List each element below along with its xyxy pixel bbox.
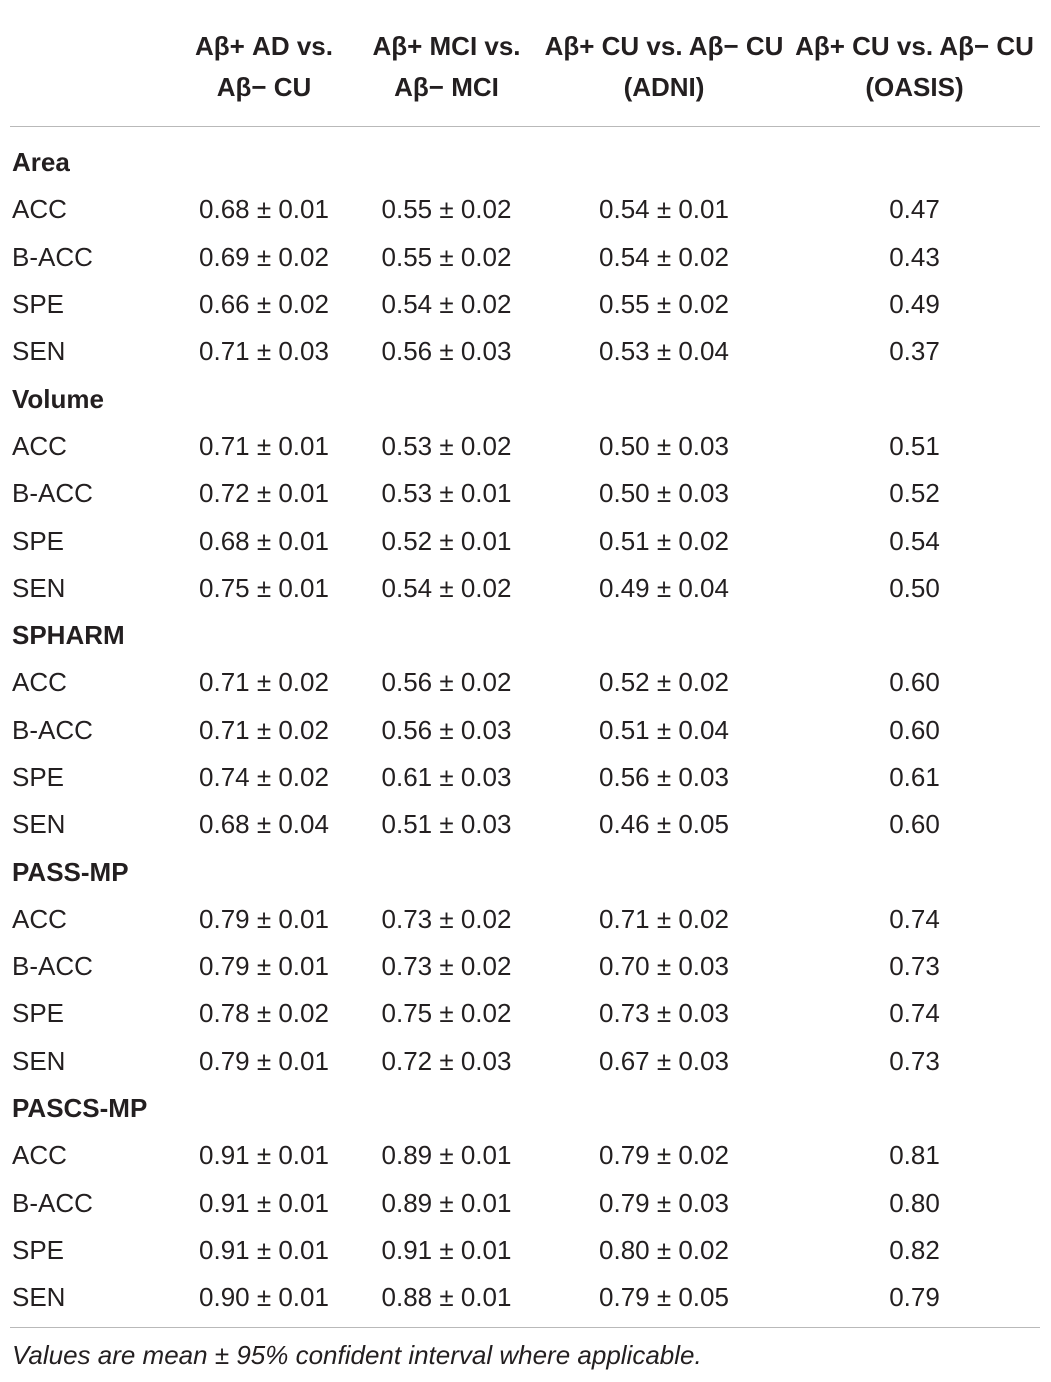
value-cell: 0.52 ± 0.02 (599, 667, 729, 698)
table-row (10, 470, 1040, 517)
value-cell: 0.51 ± 0.04 (599, 714, 729, 745)
metric-label: B-ACC (12, 951, 93, 982)
table-row (10, 517, 1040, 564)
header-cell-mci-vs-mci: Aβ+ MCI vs. Aβ− MCI (354, 0, 539, 127)
group-label: Area (12, 147, 70, 178)
table-row (10, 281, 1040, 328)
value-cell: 0.60 (889, 667, 940, 698)
group-row (10, 612, 1040, 659)
metric-label: B-ACC (12, 241, 93, 272)
table-row (10, 234, 1040, 281)
metric-label: SEN (12, 572, 66, 603)
value-cell: 0.53 ± 0.04 (599, 336, 729, 367)
table-row (10, 943, 1040, 990)
group-label: PASS-MP (12, 856, 129, 887)
value-cell: 0.54 ± 0.01 (599, 194, 729, 225)
value-cell: 0.91 ± 0.01 (199, 1187, 329, 1218)
metric-label: SPE (12, 762, 65, 792)
value-cell: 0.89 ± 0.01 (381, 1187, 512, 1218)
table-body (10, 127, 1040, 1322)
group-label: SPHARM (12, 620, 125, 651)
value-cell: 0.79 ± 0.05 (599, 1282, 729, 1313)
metric-label: B-ACC (12, 714, 93, 745)
header-cell-ad-vs-cu: Aβ+ AD vs. Aβ− CU (174, 0, 354, 127)
group-label: Volume (12, 383, 104, 414)
value-cell: 0.71 ± 0.02 (199, 714, 329, 745)
value-cell: 0.54 ± 0.02 (381, 289, 512, 320)
value-cell: 0.91 ± 0.01 (199, 1140, 329, 1171)
value-cell: 0.79 ± 0.03 (599, 1187, 729, 1218)
value-cell: 0.37 (889, 336, 940, 367)
value-cell: 0.53 ± 0.01 (381, 478, 512, 509)
table-row (10, 328, 1040, 375)
table-row (10, 707, 1040, 754)
table-row (10, 990, 1040, 1037)
value-cell: 0.56 ± 0.03 (381, 336, 512, 367)
value-cell: 0.82 (889, 1234, 940, 1265)
metric-label: ACC (12, 430, 67, 461)
metric-label: SPE (12, 525, 65, 556)
table-row (10, 565, 1040, 612)
value-cell: 0.49 ± 0.04 (599, 572, 729, 603)
group-row (10, 848, 1040, 895)
metric-label: ACC (12, 194, 67, 225)
table-row (10, 1132, 1040, 1179)
value-cell: 0.60 (889, 714, 940, 745)
value-cell: 0.55 ± 0.02 (599, 289, 729, 320)
value-cell: 0.78 ± 0.02 (199, 998, 329, 1029)
value-cell: 0.56 ± 0.02 (381, 667, 512, 698)
value-cell: 0.91 ± 0.01 (381, 1234, 512, 1265)
metric-label: B-ACC (12, 478, 93, 509)
table-header (10, 0, 1040, 127)
value-cell: 0.66 ± 0.02 (199, 289, 329, 320)
value-cell: 0.54 (889, 525, 940, 556)
value-cell: 0.80 (889, 1187, 940, 1218)
table-row (10, 1274, 1040, 1321)
metric-label: SEN (12, 336, 66, 367)
value-cell: 0.71 ± 0.01 (199, 430, 329, 461)
metric-label: SPE (12, 1234, 65, 1265)
value-cell: 0.73 (889, 1045, 940, 1076)
metric-label: SEN (12, 809, 66, 840)
value-cell: 0.79 ± 0.01 (199, 1045, 329, 1076)
value-cell: 0.50 ± 0.03 (599, 430, 729, 461)
value-cell: 0.79 (889, 1282, 940, 1313)
value-cell: 0.68 ± 0.01 (199, 194, 329, 225)
value-cell: 0.68 ± 0.01 (199, 525, 329, 556)
header-cell-cu-vs-cu-adni: Aβ+ CU vs. Aβ− CU (ADNI) (539, 0, 789, 127)
value-cell: 0.70 ± 0.03 (599, 951, 729, 982)
value-cell: 0.79 ± 0.01 (199, 951, 329, 982)
metric-label: SEN (12, 1045, 66, 1076)
group-label: PASCS-MP (12, 1093, 148, 1124)
value-cell: 0.56 ± 0.03 (599, 762, 729, 792)
value-cell: 0.81 (889, 1140, 940, 1171)
value-cell: 0.74 (889, 998, 940, 1029)
value-cell: 0.53 ± 0.02 (381, 430, 512, 461)
value-cell: 0.55 ± 0.02 (381, 194, 512, 225)
value-cell: 0.71 ± 0.03 (199, 336, 329, 367)
value-cell: 0.72 ± 0.01 (199, 478, 329, 509)
metric-label: SPE (12, 998, 65, 1029)
table-row (10, 896, 1040, 943)
table-row (10, 186, 1040, 233)
value-cell: 0.67 ± 0.03 (599, 1045, 729, 1076)
value-cell: 0.52 (889, 478, 940, 509)
value-cell: 0.71 ± 0.02 (199, 667, 329, 698)
table-footnote: Values are mean ± 95% confident interval where applicable. (12, 1340, 702, 1370)
value-cell: 0.52 ± 0.01 (381, 525, 512, 556)
value-cell: 0.60 (889, 809, 940, 840)
value-cell: 0.69 ± 0.02 (199, 241, 329, 272)
header-row (10, 0, 1040, 127)
header-cell-blank (10, 0, 174, 127)
value-cell: 0.51 (889, 430, 940, 461)
metric-label: SPE (12, 289, 65, 320)
results-table (10, 0, 1040, 1321)
metric-label: SEN (12, 1282, 66, 1313)
table-row (10, 423, 1040, 470)
value-cell: 0.73 ± 0.02 (381, 951, 512, 982)
value-cell: 0.90 ± 0.01 (199, 1282, 329, 1313)
value-cell: 0.50 ± 0.03 (599, 478, 729, 509)
value-cell: 0.49 (889, 289, 940, 320)
value-cell: 0.74 ± 0.02 (199, 762, 329, 792)
value-cell: 0.68 ± 0.04 (199, 809, 329, 840)
table-row (10, 1038, 1040, 1085)
value-cell: 0.56 ± 0.03 (381, 714, 512, 745)
value-cell: 0.79 ± 0.02 (599, 1140, 729, 1171)
value-cell: 0.75 ± 0.02 (381, 998, 512, 1029)
table-row (10, 1227, 1040, 1274)
value-cell: 0.73 ± 0.02 (381, 903, 512, 934)
value-cell: 0.73 (889, 951, 940, 982)
value-cell: 0.89 ± 0.01 (381, 1140, 512, 1171)
value-cell: 0.72 ± 0.03 (381, 1045, 512, 1076)
group-row (10, 375, 1040, 422)
value-cell: 0.61 ± 0.03 (381, 762, 512, 792)
value-cell: 0.79 ± 0.01 (199, 903, 329, 934)
table-row (10, 754, 1040, 801)
value-cell: 0.43 (889, 241, 940, 272)
table-row (10, 659, 1040, 706)
value-cell: 0.46 ± 0.05 (599, 809, 729, 840)
value-cell: 0.54 ± 0.02 (599, 241, 729, 272)
table-row (10, 1180, 1040, 1227)
value-cell: 0.75 ± 0.01 (199, 572, 329, 603)
value-cell: 0.47 (889, 194, 940, 225)
results-table-container (10, 0, 1040, 1321)
value-cell: 0.51 ± 0.02 (599, 525, 729, 556)
value-cell: 0.91 ± 0.01 (199, 1234, 329, 1265)
group-row (10, 127, 1040, 187)
value-cell: 0.80 ± 0.02 (599, 1234, 729, 1265)
value-cell: 0.55 ± 0.02 (381, 241, 512, 272)
table-row (10, 801, 1040, 848)
metric-label: ACC (12, 1140, 67, 1171)
metric-label: ACC (12, 667, 67, 698)
value-cell: 0.71 ± 0.02 (599, 903, 729, 934)
value-cell: 0.50 (889, 572, 940, 603)
value-cell: 0.61 (889, 762, 940, 792)
metric-label: ACC (12, 903, 67, 934)
value-cell: 0.74 (889, 903, 940, 934)
value-cell: 0.51 ± 0.03 (381, 809, 512, 840)
value-cell: 0.88 ± 0.01 (381, 1282, 512, 1313)
metric-label: B-ACC (12, 1187, 93, 1218)
header-cell-cu-vs-cu-oasis: Aβ+ CU vs. Aβ− CU (OASIS) (789, 0, 1040, 127)
group-row (10, 1085, 1040, 1132)
value-cell: 0.54 ± 0.02 (381, 572, 512, 603)
footnote-divider (10, 1327, 1040, 1328)
value-cell: 0.73 ± 0.03 (599, 998, 729, 1029)
